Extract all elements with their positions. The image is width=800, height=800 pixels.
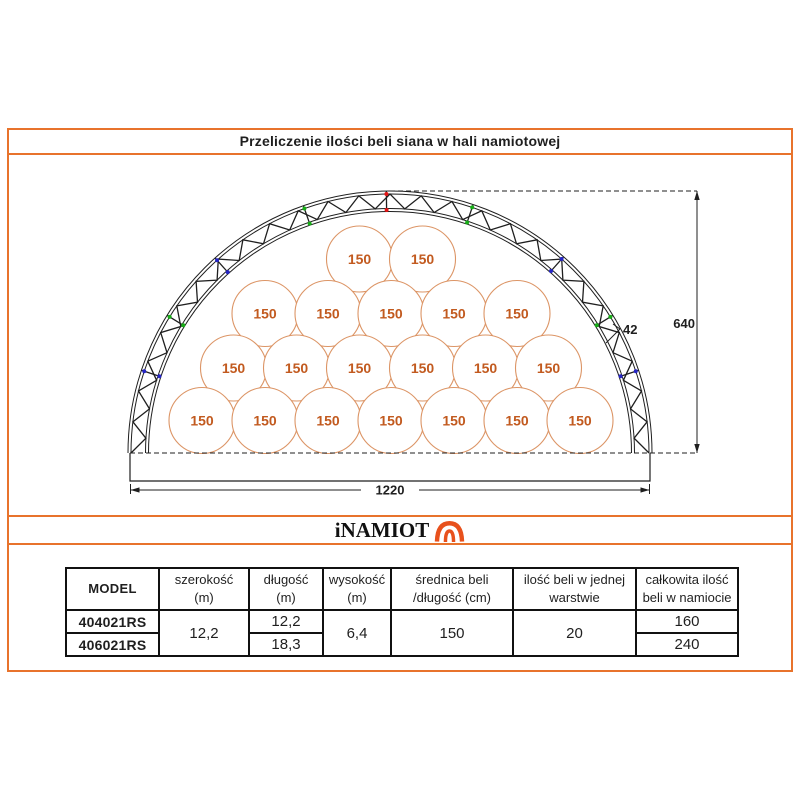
logo-text: iNAMIOT xyxy=(334,517,430,542)
header-szerokosc xyxy=(159,568,249,610)
svg-text:640: 640 xyxy=(673,316,695,331)
header-line: beli w namiocie xyxy=(642,590,732,605)
diagram-area xyxy=(9,155,791,515)
cell-model-0: 404021RS xyxy=(66,610,159,633)
cell-model-1: 406021RS xyxy=(66,633,159,656)
header-line: warstwie xyxy=(549,590,600,605)
table-header-row xyxy=(66,568,738,610)
cell-dlugosc-0: 12,2 xyxy=(249,610,323,633)
sheet-frame xyxy=(7,128,793,672)
svg-text:150: 150 xyxy=(536,360,561,376)
header-line: (m) xyxy=(347,590,367,605)
svg-text:150: 150 xyxy=(221,360,246,376)
header-line: MODEL xyxy=(88,581,137,597)
header-line: ilość beli w jednej xyxy=(523,572,626,588)
svg-text:150: 150 xyxy=(190,412,214,429)
cell-wysokosc: 6,4 xyxy=(323,610,391,656)
specs-table xyxy=(65,567,739,657)
svg-text:150: 150 xyxy=(505,305,529,322)
tent-icon xyxy=(434,517,465,543)
header-line: długość xyxy=(263,572,309,588)
svg-text:150: 150 xyxy=(442,305,466,322)
header-line: (m) xyxy=(194,590,214,605)
svg-text:150: 150 xyxy=(347,251,372,267)
page-title: Przeliczenie ilości beli siana w hali namiotowej xyxy=(9,130,791,155)
svg-text:150: 150 xyxy=(284,360,309,376)
header-srednica xyxy=(391,568,513,610)
svg-text:150: 150 xyxy=(505,412,529,429)
cell-srednica: 150 xyxy=(391,610,513,656)
header-line: /długość (cm) xyxy=(412,590,492,605)
svg-text:150: 150 xyxy=(347,360,372,376)
header-wysokosc xyxy=(323,568,391,610)
svg-text:42: 42 xyxy=(623,322,638,337)
svg-text:150: 150 xyxy=(410,360,435,376)
svg-text:150: 150 xyxy=(316,305,340,322)
svg-text:150: 150 xyxy=(410,251,435,267)
header-ilosc-warstwa xyxy=(513,568,636,610)
header-line: szerokość xyxy=(174,572,234,588)
svg-text:150: 150 xyxy=(473,360,498,376)
cell-szerokosc: 12,2 xyxy=(159,610,249,656)
table-section xyxy=(9,545,791,670)
table-row xyxy=(66,610,738,633)
header-line: wysokość xyxy=(328,572,386,588)
hall-cross-section-diagram xyxy=(9,155,791,515)
logo xyxy=(9,515,791,545)
svg-text:150: 150 xyxy=(442,412,466,429)
cell-ilosc-warstwa: 20 xyxy=(513,610,636,656)
header-line: (m) xyxy=(276,590,296,605)
svg-text:150: 150 xyxy=(379,305,403,322)
cell-calkowita-1: 240 xyxy=(636,633,738,656)
svg-text:1220: 1220 xyxy=(375,482,405,498)
cell-calkowita-0: 160 xyxy=(636,610,738,633)
header-line: całkowita ilość xyxy=(645,572,729,588)
svg-text:150: 150 xyxy=(379,412,403,429)
header-line: średnica beli xyxy=(415,572,489,588)
svg-text:150: 150 xyxy=(253,412,277,429)
svg-text:150: 150 xyxy=(568,412,592,429)
header-dlugosc xyxy=(249,568,323,610)
svg-text:150: 150 xyxy=(316,412,340,429)
svg-text:150: 150 xyxy=(253,305,277,322)
header-model xyxy=(66,568,159,610)
cell-dlugosc-1: 18,3 xyxy=(249,633,323,656)
header-calkowita xyxy=(636,568,738,610)
